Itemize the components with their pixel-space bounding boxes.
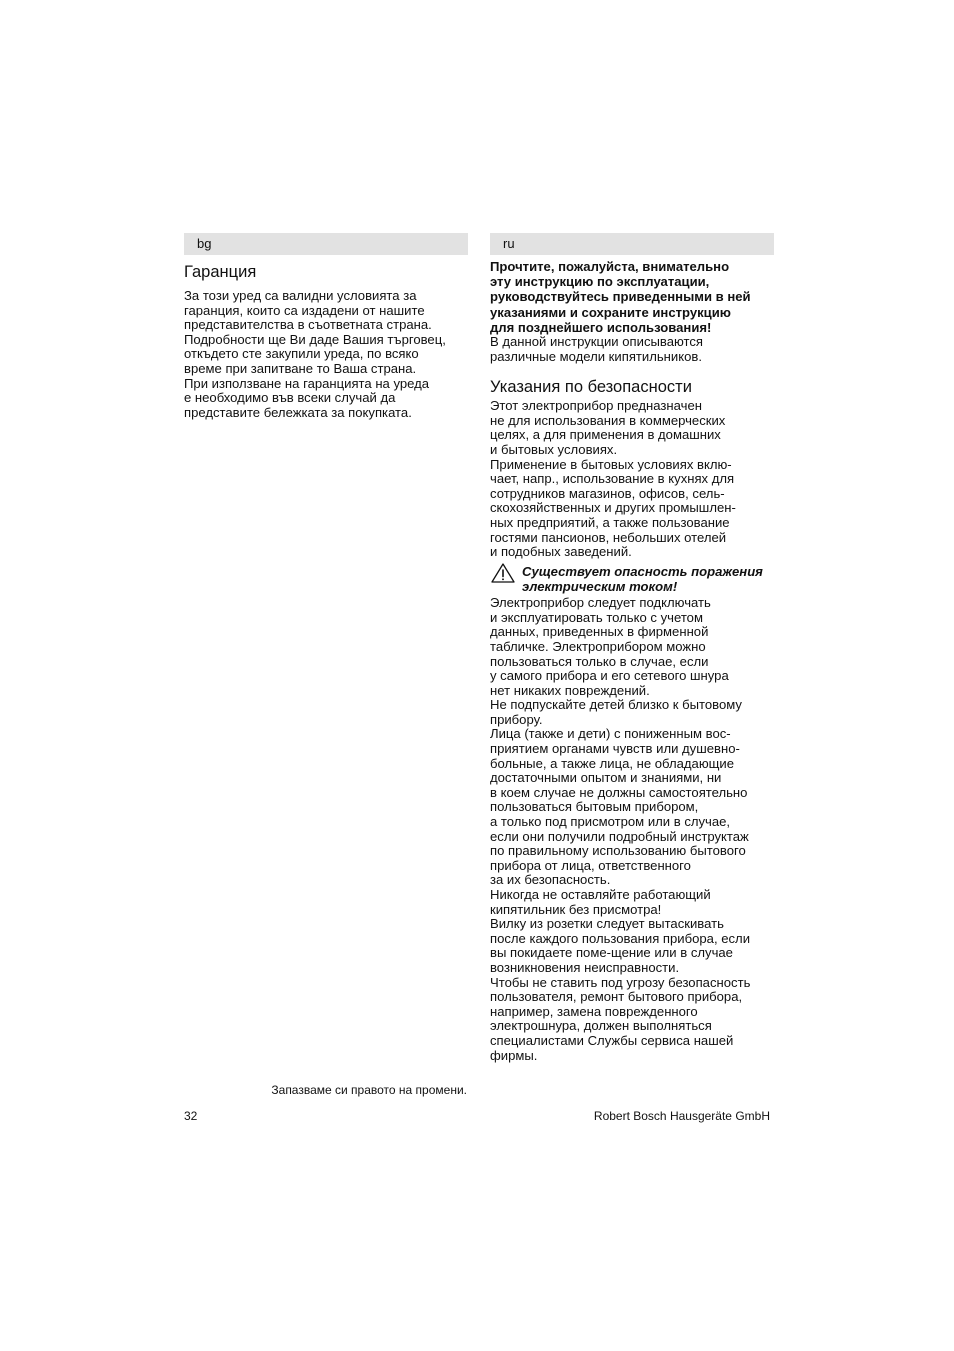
russian-column xyxy=(490,233,774,1063)
language-code: bg xyxy=(197,236,212,251)
language-code: ru xyxy=(503,236,515,251)
footer-note: Запазваме си правото на промени. xyxy=(271,1083,467,1097)
language-bar-ru xyxy=(490,233,774,255)
intro-bold-text: Прочтите, пожалуйста, внимательно эту инструкцию по эксплуатации, руководствуйтесь приведенными в ней указаниями и сохраните инструкцию для позднейшего использования! xyxy=(490,259,751,335)
intro-text: В данной инструкции описываются различные модели кипятильников. xyxy=(490,334,704,364)
language-bar-bg xyxy=(184,233,468,255)
section-heading-safety: Указания по безопасности xyxy=(490,378,692,397)
company-name: Robert Bosch Hausgeräte GmbH xyxy=(593,1109,770,1123)
safety-text: Этот электроприбор предназначен не для использования в коммерческих целях, а для применения в домашних и бытовых условиях. Применение в бытовых условиях вклю- чает, напр., использование в кухнях для сотрудников магазинов, офисов, сель- скохозяйственных и других промышлен- ных предприятий, а также пользование гостями пансионов, небольших отелей и подобных заведений. xyxy=(490,398,736,560)
page-number: 32 xyxy=(184,1109,198,1123)
warning-block xyxy=(490,564,774,596)
bulgarian-column xyxy=(184,233,468,420)
section-heading-guarantee: Гаранция xyxy=(184,263,257,281)
warning-body-text: Электроприбор следует подключать и эксплуатировать только с учетом данных, приведенных в фирменной табличке. Электроприбором можно пользоваться только в случае, если у самого прибора и его сетевого шнура нет никаких повреждений. Не подпускайте детей близко к бытовому прибору. Лица (также и дети) с пониженным вос- приятием органами чувств или душевно- больные, а также лица, не обладающие достаточными опытом и знаниями, ни в коем случае не должны самостоятельно пользоваться бытовым прибором, а только под присмотром или в случае, если они получили подробный инструктаж по правильному использованию бытового прибора от лица, ответственного за их безопасность. Никогда не оставляйте работающий кипятильник без присмотра! Вилку из розетки следует вытаскивать после каждого пользования прибора, если вы покидаете поме-щение или в случае возникновения неисправности. Чтобы не ставить под угрозу безопасность пользователя, ремонт бытового прибора, например, замена поврежденного электрошнура, должен выполняться специалистами Службы сервиса нашей фирмы. xyxy=(490,595,751,1063)
warning-title: Существует опасность поражения электрическим током! xyxy=(522,563,763,594)
guarantee-text: За този уред са валидни условията за гаранция, които са издадени от нашите представителства в съответната страна. Подробности ще Ви даде Вашия търговец, откъдето сте закупили уреда, по всяко време при запитване то Ваша страна. При използване на гаранцията на уреда е необходимо във всеки случай да представите бележката за покупката. xyxy=(184,288,446,420)
warning-triangle-icon xyxy=(490,562,516,584)
